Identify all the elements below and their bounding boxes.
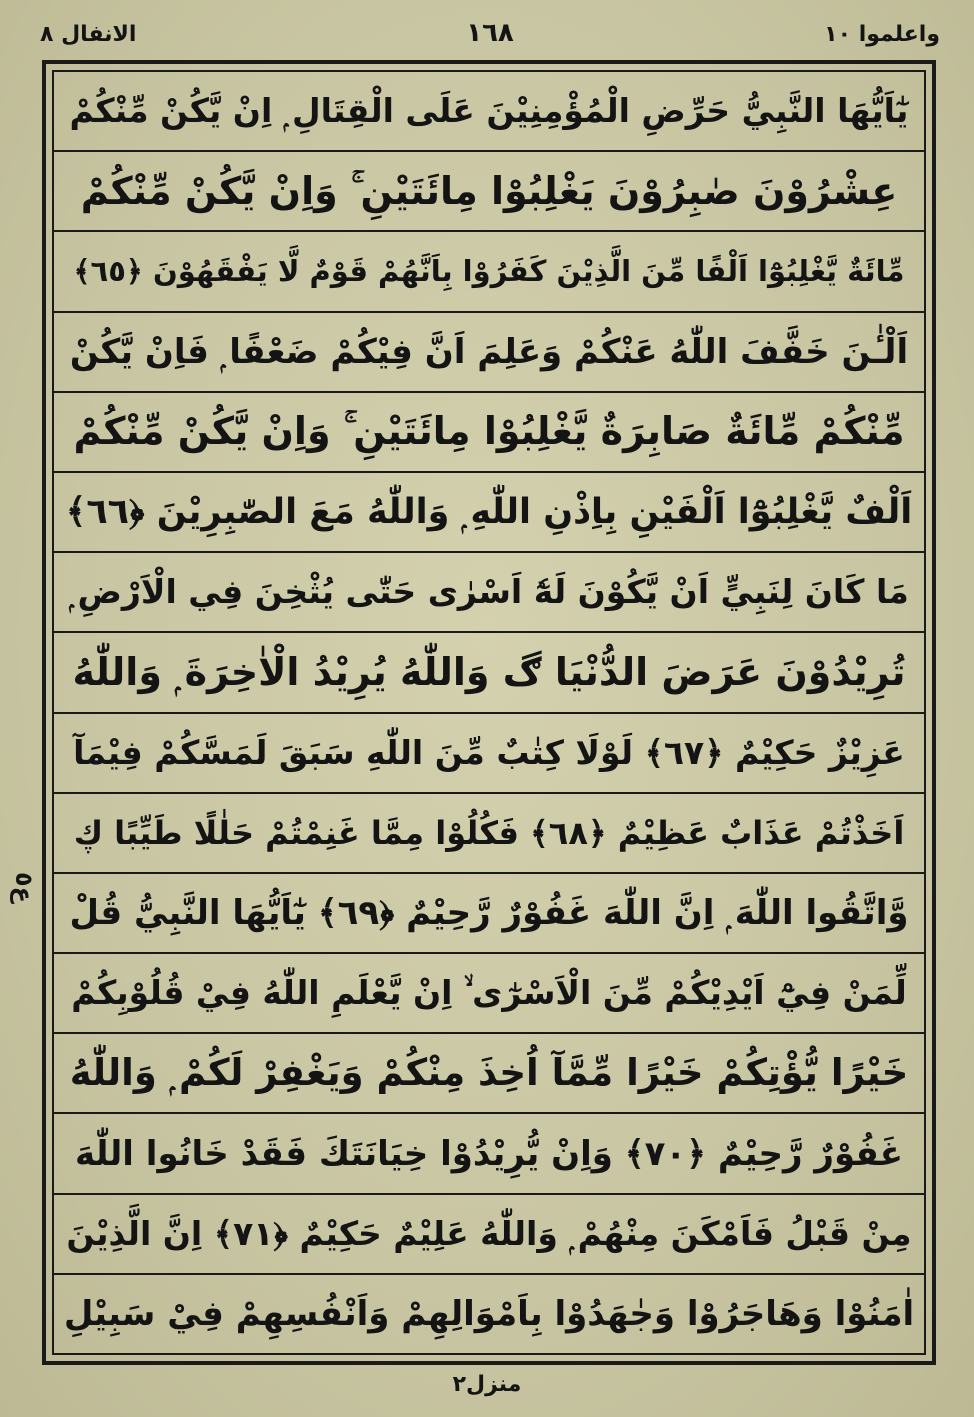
verse-line: مِّائَةٌ يَّغْلِبُوْٓا اَلْفًا مِّنَ الَّذِيْنَ كَفَرُوْا بِاَنَّهُمْ قَوْمٌ لَّا يَفْقَهُوْنَ ﴿٦٥﴾ (54, 232, 924, 312)
text-frame (42, 60, 936, 1365)
verse-line: وَّاتَّقُوا اللّٰهَ ۭ اِنَّ اللّٰهَ غَفُوْرٌ رَّحِيْمٌ ﴿٦٩﴾ يٰٓاَيُّهَا النَّبِيُّ قُلْ (54, 874, 924, 954)
verse-line: غَفُوْرٌ رَّحِيْمٌ ﴿٧٠﴾ وَاِنْ يُّرِيْدُوْا خِيَانَتَكَ فَقَدْ خَانُوا اللّٰهَ (54, 1114, 924, 1194)
verse-line: مِّنْكُمْ مِّائَةٌ صَابِرَةٌ يَّغْلِبُوْا مِائَتَيْنِ ۚ وَاِنْ يَّكُنْ مِّنْكُمْ (54, 393, 924, 473)
verse-line: يٰٓاَيُّهَا النَّبِيُّ حَرِّضِ الْمُؤْمِنِيْنَ عَلَى الْقِتَالِ ۭ اِنْ يَّكُنْ مِّنْكُمْ (54, 72, 924, 152)
juz-title: واعلموا ١٠ (824, 22, 940, 47)
ruku-marker: ع٥ (10, 872, 38, 904)
verse-line: اٰمَنُوْا وَهَاجَرُوْا وَجٰهَدُوْا بِاَمْوَالِهِمْ وَاَنْفُسِهِمْ فِيْ سَبِيْلِ (63, 1293, 915, 1334)
surah-title: الانفال ٨ (40, 22, 137, 47)
verse-line: عِشْرُوْنَ صٰبِرُوْنَ يَغْلِبُوْا مِائَتَيْنِ ۚ وَاِنْ يَّكُنْ مِّنْكُمْ (54, 152, 924, 232)
verse-line: تُرِيْدُوْنَ عَرَضَ الدُّنْيَا ڰ وَاللّٰهُ يُرِيْدُ الْاٰخِرَةَ ۭ وَاللّٰهُ (54, 633, 924, 713)
page-number: ١٦٨ (466, 18, 514, 48)
verse-line: مِنْ قَبْلُ فَاَمْكَنَ مِنْهُمْ ۭ وَاللّٰهُ عَلِيْمٌ حَكِيْمٌ ﴿٧١﴾ اِنَّ الَّذِيْنَ (54, 1195, 924, 1275)
verse-line: اَلْـٰٔنَ خَفَّفَ اللّٰهُ عَنْكُمْ وَعَلِمَ اَنَّ فِيْكُمْ ضَعْفًا ۭ فَاِنْ يَّكُنْ (54, 313, 924, 393)
verse-lines (54, 72, 924, 1353)
verse-line: مَا كَانَ لِنَبِيٍّ اَنْ يَّكُوْنَ لَهٗٓ اَسْرٰى حَتّٰى يُثْخِنَ فِي الْاَرْضِ ۭ (54, 553, 924, 633)
verse-line: اَخَذْتُمْ عَذَابٌ عَظِيْمٌ ﴿٦٨﴾ فَكُلُوْا مِمَّا غَنِمْتُمْ حَلٰلًا طَيِّبًا ڮ (54, 794, 924, 874)
verse-line: عَزِيْزٌ حَكِيْمٌ ﴿٦٧﴾ لَوْلَا كِتٰبٌ مِّنَ اللّٰهِ سَبَقَ لَمَسَّكُمْ فِيْمَآ (54, 714, 924, 794)
verse-line: خَيْرًا يُّؤْتِكُمْ خَيْرًا مِّمَّآ اُخِذَ مِنْكُمْ وَيَغْفِرْ لَكُمْ ۭ وَاللّٰهُ (54, 1034, 924, 1114)
verse-line: اَلْفٌ يَّغْلِبُوْٓا اَلْفَيْنِ بِاِذْنِ اللّٰهِ ۭ وَاللّٰهُ مَعَ الصّٰبِرِيْنَ ﴿٦٦﴾ (54, 473, 924, 553)
page-header (40, 18, 940, 58)
verse-line: لِّمَنْ فِيْٓ اَيْدِيْكُمْ مِّنَ الْاَسْرٰٓى ۙ اِنْ يَّعْلَمِ اللّٰهُ فِيْ قُلُوْبِكُمْ (54, 954, 924, 1034)
manzil-footer: منزل٢ (452, 1372, 522, 1397)
